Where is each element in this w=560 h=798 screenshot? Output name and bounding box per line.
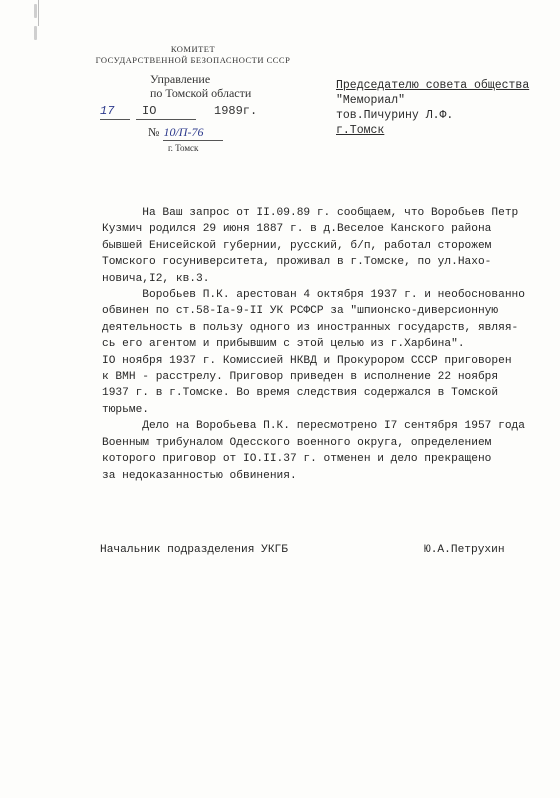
signatory-name: Ю.А.Петрухин (424, 544, 505, 556)
department-region: по Томской области (150, 86, 252, 100)
punch-hole (34, 4, 37, 18)
punch-hole (34, 26, 37, 40)
body-line: новича,I2, кв.3. (102, 272, 210, 285)
body-line: обвинен по ст.58-Iа-9-II УК РСФСР за "шпионско-диверсионную (102, 305, 499, 318)
addressee-line: г.Томск (336, 124, 385, 137)
registration-number (148, 125, 223, 141)
body-line: за недоказанностью обвинения. (102, 469, 297, 482)
department-block (150, 72, 251, 100)
date-year: 1989г. (214, 104, 258, 118)
body-line: Кузмич родился 29 июня 1887 г. в д.Веселое Канского района (102, 223, 492, 236)
number-value: 10/П-76 (163, 125, 223, 141)
punch-holes (34, 4, 42, 44)
body-line: 1937 г. в г.Томске. Во время следствия содержался в Томской (102, 387, 499, 400)
body-line: Военным трибуналом Одесского военного округа, определением (102, 436, 492, 449)
addressee-line: Председателю совета общества (336, 79, 530, 92)
body-line: Воробьев П.К. арестован 4 октября 1937 г. и необоснованно (102, 289, 525, 302)
body-line: Томского госуниверситета, проживал в г.Томске, по ул.Нахо- (102, 256, 492, 269)
org-name: КОМИТЕТ (170, 44, 216, 54)
origin-city: г. Томск (168, 143, 199, 153)
body-line: бывшей Енисейской губернии, русский, б/п, работал сторожем (102, 239, 492, 252)
addressee-line: "Мемориал" (336, 94, 406, 107)
department-name: Управление (150, 72, 211, 86)
letter-date (100, 104, 280, 120)
addressee-block (336, 78, 529, 138)
org-full-name: ГОСУДАРСТВЕННОЙ БЕЗОПАСНОСТИ СССР (95, 55, 291, 65)
body-line: деятельность в пользу одного из иностранных государств, являя- (102, 321, 519, 334)
body-line: которого приговор от IO.II.37 г. отменен и дело прекращено (102, 453, 492, 466)
letter-body (102, 205, 542, 484)
body-line: IO ноября 1937 г. Комиссией НКВД и Прокурором СССР приговорен (102, 354, 512, 367)
body-line: сь его агентом и прибывшим с этой целью из г.Харбина". (102, 338, 465, 351)
date-day-line (100, 119, 130, 120)
signatory-role: Начальник подразделения УКГБ (100, 544, 288, 556)
body-line: тюрьме. (102, 403, 149, 416)
body-line: На Ваш запрос от II.09.89 г. сообщаем, что Воробьев Петр (102, 207, 519, 219)
addressee-line: тов.Пичурину Л.Ф. (336, 109, 454, 122)
date-month: IO (142, 104, 157, 118)
body-line: к ВМН - расстрелу. Приговор приведен в исполнение 22 ноября (102, 371, 499, 384)
organization-header (88, 44, 298, 66)
date-month-line (136, 119, 196, 120)
number-sign: № (148, 125, 160, 139)
date-day: 17 (100, 104, 115, 118)
body-line: Дело на Воробьева П.К. пересмотрено I7 сентября 1957 года (102, 420, 525, 433)
